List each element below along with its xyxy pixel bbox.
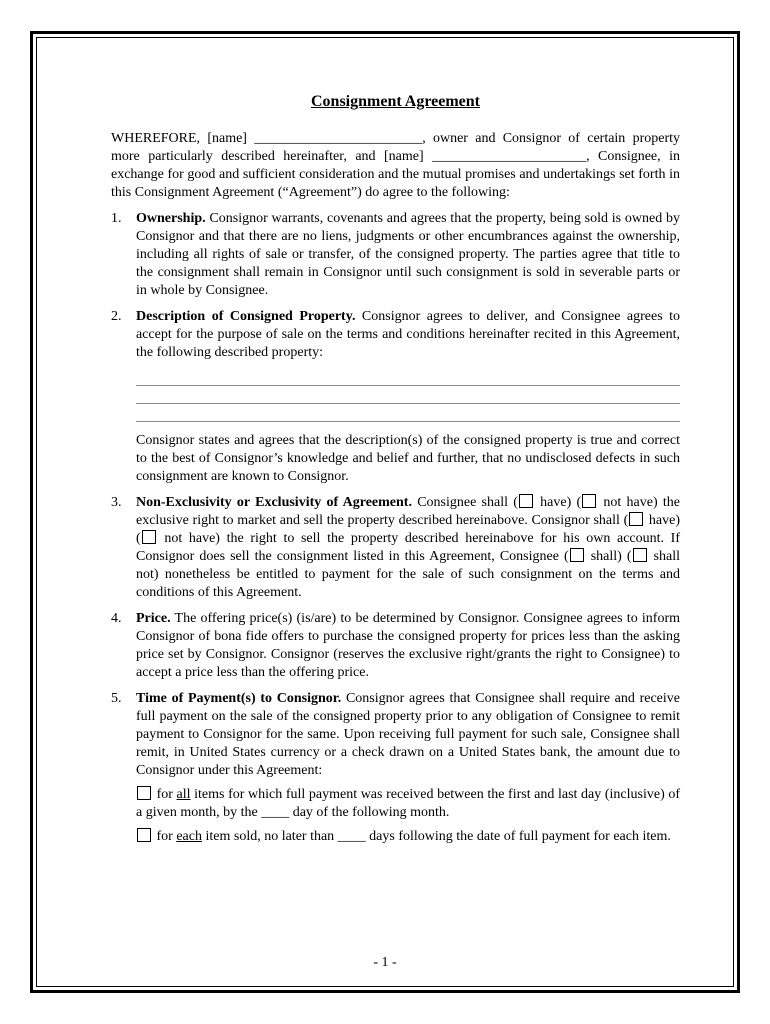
- document-body: [111, 92, 680, 846]
- section-number: 2.: [111, 309, 122, 324]
- section-heading: Description of Consigned Property.: [136, 309, 356, 324]
- section-number: 1.: [111, 211, 122, 226]
- consignor-have-checkbox[interactable]: [629, 512, 643, 526]
- exclusivity-text: not have) the exclusive right to market and sell the property described hereinabove. Consignor shall (: [136, 495, 680, 528]
- section-number: 5.: [111, 691, 122, 706]
- section-price: [111, 610, 680, 682]
- section-heading: Time of Payment(s) to Consignor.: [136, 691, 342, 706]
- property-description-line-1[interactable]: [136, 368, 680, 386]
- section-heading: Non-Exclusivity or Exclusivity of Agreement.: [136, 495, 412, 510]
- section-number: 4.: [111, 611, 122, 626]
- description-statement: Consignor states and agrees that the description(s) of the consigned property is true and correct to the best of Consignor’s knowledge and belief and further, that no undisclosed defects in such consignment are known to Consignor.: [136, 433, 680, 484]
- per-item-payment-checkbox[interactable]: [137, 828, 151, 842]
- section-exclusivity: [111, 494, 680, 602]
- section-heading: Ownership.: [136, 211, 206, 226]
- section-body: Consignor agrees to deliver, and Consignee agrees to accept for the purpose of sale on the terms and conditions hereinafter recited in this Agreement, the following described property:: [136, 309, 681, 360]
- consignee-shall-checkbox[interactable]: [570, 548, 584, 562]
- exclusivity-text: not have) the right to sell the property described hereinabove for his own account. If Consignor does sell the consignment listed in this Agreement, Consignee (: [136, 531, 680, 564]
- section-number: 3.: [111, 495, 122, 510]
- property-description-line-3[interactable]: [136, 404, 680, 422]
- consignee-not-have-checkbox[interactable]: [582, 494, 596, 508]
- exclusivity-text: Consignee shall (: [411, 495, 518, 510]
- exclusivity-text: have) (: [534, 495, 582, 510]
- exclusivity-text: have) (: [136, 513, 681, 546]
- consignor-not-have-checkbox[interactable]: [142, 530, 156, 544]
- option-text: for: [153, 829, 177, 844]
- monthly-payment-checkbox[interactable]: [137, 786, 151, 800]
- exclusivity-text: shall) (: [585, 549, 632, 564]
- section-description: [111, 308, 680, 486]
- page-number: - 1 -: [373, 955, 397, 970]
- payment-option-per-item: [136, 828, 680, 846]
- document-title: Consignment Agreement: [310, 93, 481, 110]
- section-body: The offering price(s) (is/are) to be determined by Consignor. Consignee agrees to inform Consignor of bona fide offers to purchase the consigned property for prices less than the asking price set by Consignor. Consignor (reserves the exclusive right/grants the right to Consignee) to accept a price less than the offering price.: [136, 611, 680, 680]
- intro-paragraph: WHEREFORE, [name] ________________________, owner and Consignor of certain property more particularly described hereinafter, and [name] ______________________, Consignee, in exchange for good and sufficient consideration and the mutual promises and undertakings set forth in this Consignment Agreement (“Agreement”) do agree to the following:: [111, 131, 680, 200]
- section-body: Consignor warrants, covenants and agrees that the property, being sold is owned by Consignor and that there are no liens, judgments or other encumbrances against the ownership, including all rights of sale or transfer, of the consigned property. The parties agree that title to the consignment shall remain in Consignor until such consignment is sold in severable parts or in whole by Consignee.: [136, 211, 680, 298]
- option-emphasis: all: [176, 787, 191, 802]
- section-time-of-payment: [111, 690, 680, 846]
- option-text: items for which full payment was received between the first and last day (inclusive) of a given month, by the ____ day of the following month.: [136, 787, 680, 820]
- consignee-have-checkbox[interactable]: [519, 494, 533, 508]
- option-text: for: [153, 787, 177, 802]
- property-description-line-2[interactable]: [136, 386, 680, 404]
- section-ownership: [111, 210, 680, 300]
- option-emphasis: each: [176, 829, 202, 844]
- option-text: item sold, no later than ____ days following the date of full payment for each item.: [201, 829, 671, 844]
- section-heading: Price.: [136, 611, 171, 626]
- payment-option-monthly: [136, 786, 680, 822]
- consignee-shall-not-checkbox[interactable]: [633, 548, 647, 562]
- exclusivity-text: shall not) nonetheless be entitled to payment for the sale of such consignment on the terms and conditions of this Agreement.: [136, 549, 680, 600]
- section-body: Consignor agrees that Consignee shall require and receive full payment on the sale of the consigned property prior to any obligation of Consignee to remit payment to Consignor for the same. Upon receiving full payment for such sale, Consignee shall remit, in United States currency or a check drawn on a United States bank, the amount due to Consignor under this Agreement:: [136, 691, 680, 778]
